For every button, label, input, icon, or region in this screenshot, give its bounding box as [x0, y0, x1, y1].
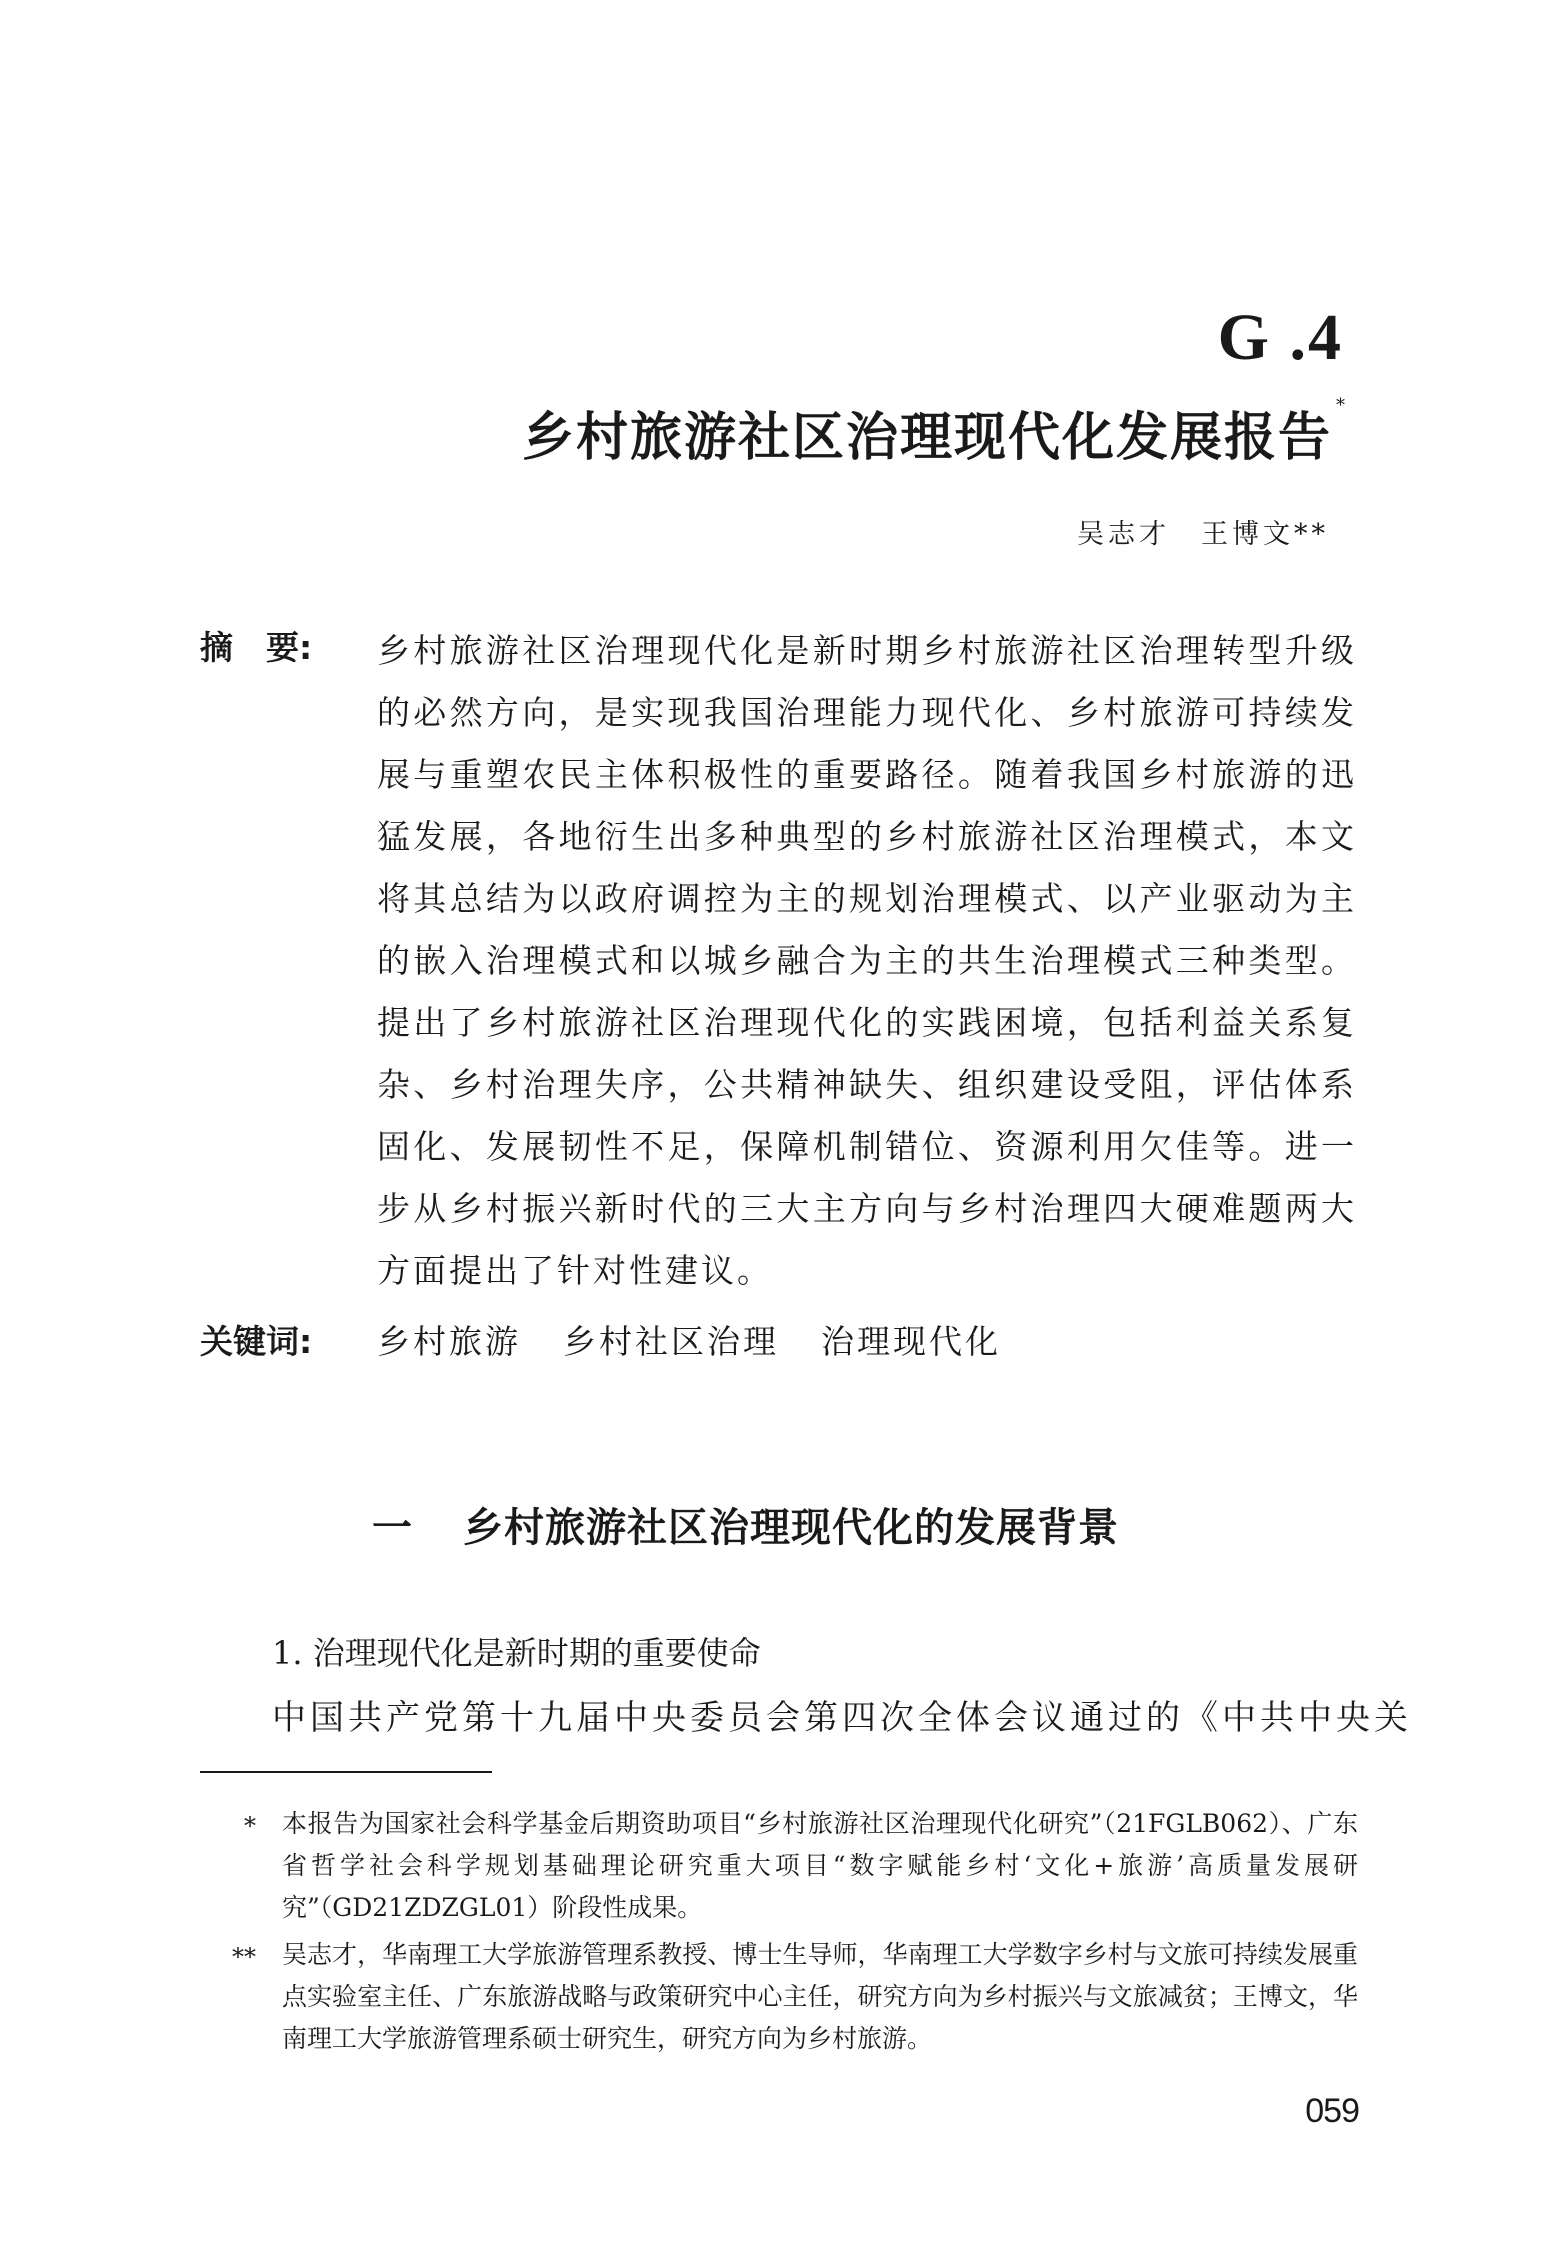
footnote-marker: ** [232, 1943, 256, 1971]
abstract-label: 摘 要: [200, 628, 313, 667]
abstract-text: 乡村旅游社区治理现代化是新时期乡村旅游社区治理转型升级的必然方向，是实现我国治理能力现代化、乡村旅游可持续发展与重塑农民主体积极性的重要路径。随着我国乡村旅游的迅猛发展，各地衍生出多种典型的乡村旅游社区治理模式，本文将其总结为以政府调控为主的规划治理模式、以产业驱动为主的嵌入治理模式和以城乡融合为主的共生治理模式三种类型。提出了乡村旅游社区治理现代化的实践困境，包括利益关系复杂、乡村治理失序，公共精神缺失、组织建设受阻，评估体系固化、发展韧性不足，保障机制错位、资源利用欠佳等。进一步从乡村振兴新时代的三大主方向与乡村治理四大硬难题两大方面提出了针对性建议。 [377, 631, 1357, 1290]
footnote-text: 吴志才，华南理工大学旅游管理系教授、博士生导师，华南理工大学数字乡村与文旅可持续发展重点实验室主任、广东旅游战略与政策研究中心主任，研究方向为乡村振兴与文旅减贫；王博文，华南理工大学旅游管理系硕士研究生，研究方向为乡村旅游。 [282, 1940, 1358, 2053]
keyword-item: 乡村社区治理 [563, 1322, 779, 1361]
body-paragraph: 中国共产党第十九届中央委员会第四次全体会议通过的《中共中央关 [272, 1698, 1412, 1738]
keywords-list [377, 1316, 1043, 1363]
subsection-heading: 1. 治理现代化是新时期的重要使命 [272, 1634, 761, 1672]
footnote-marker: * [244, 1812, 256, 1840]
section-heading [372, 1496, 1119, 1553]
footnote-divider [200, 1771, 492, 1773]
authors: 吴志才 王博文** [1077, 519, 1329, 550]
section-title-text: 乡村旅游社区治理现代化的发展背景 [463, 1504, 1119, 1551]
title-footnote-marker: * [1336, 394, 1347, 416]
chapter-code: G .4 [1217, 301, 1343, 374]
keywords-label: 关键词: [200, 1322, 313, 1361]
section-number: 一 [372, 1504, 413, 1551]
keyword-item: 治理现代化 [821, 1322, 1001, 1361]
page-title [522, 395, 1347, 470]
page-number: 059 [1305, 2092, 1359, 2130]
title-text: 乡村旅游社区治理现代化发展报告 [521, 407, 1332, 468]
keyword-item: 乡村旅游 [377, 1322, 521, 1361]
footnote-text: 本报告为国家社会科学基金后期资助项目“乡村旅游社区治理现代化研究”（21FGLB062）、广东省哲学社会科学规划基础理论研究重大项目“数字赋能乡村‘文化+旅游’高质量发展研究”（GD21ZDZGL01）阶段性成果。 [282, 1809, 1358, 1922]
